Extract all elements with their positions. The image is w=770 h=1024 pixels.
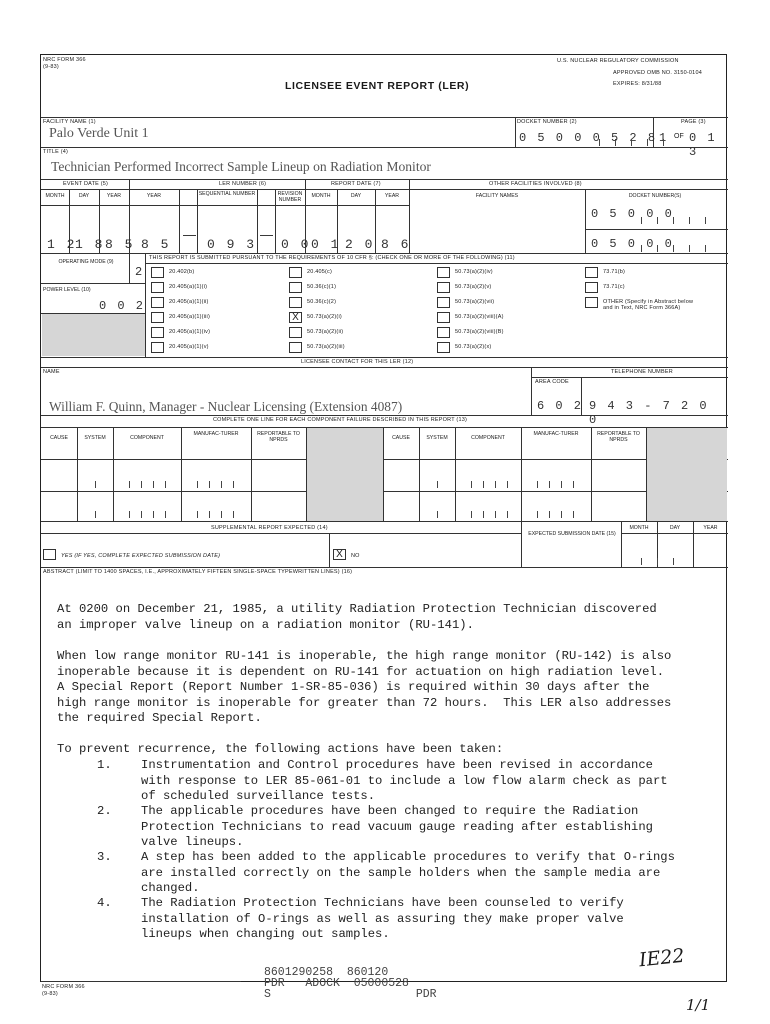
action-text-1: Instrumentation and Control procedures have been revised in accordance with response to LER 85-061-01 to include a low flow alarm check as part of scheduled surveillance tests. bbox=[141, 758, 668, 803]
page-total: 0 1 3 bbox=[689, 131, 717, 159]
component-reportable-header-1: REPORTABLE TO NPRDS bbox=[257, 431, 300, 443]
event-year-value: 8 5 bbox=[105, 237, 135, 252]
page-number: 1 bbox=[659, 131, 669, 145]
shaded-block bbox=[42, 314, 145, 356]
report-day-label: DAY bbox=[350, 193, 362, 199]
ler-dash-1: — bbox=[183, 227, 196, 242]
area-code-label: AREA CODE bbox=[535, 379, 569, 385]
document-stamp-3: S PDR bbox=[264, 988, 437, 1001]
ler-dash-2: — bbox=[260, 227, 273, 242]
requirement-col3-0-checkbox[interactable] bbox=[437, 267, 450, 278]
report-day-value: 2 0 bbox=[345, 237, 375, 252]
requirement-col2-4-label: 50.73(a)(2)(ii) bbox=[307, 329, 344, 335]
requirement-col3-4-label: 50.73(a)(2)(viii)(B) bbox=[455, 329, 504, 335]
agency-name: U.S. NUCLEAR REGULATORY COMMISSION bbox=[557, 58, 679, 64]
requirement-col4-2-label: OTHER (Specify in Abstract below and in Text, NRC Form 366A) bbox=[603, 299, 694, 311]
expected-year-label: YEAR bbox=[703, 525, 718, 531]
form-revision: (9-83) bbox=[43, 64, 59, 70]
requirement-col1-0-label: 20.402(b) bbox=[169, 269, 195, 275]
other-docket-2: 0 5 0 0 0 bbox=[591, 237, 674, 251]
facility-name-value: Palo Verde Unit 1 bbox=[49, 126, 149, 141]
ler-revision-value: 0 0 bbox=[281, 237, 311, 252]
handwritten-page-mark: 1/1 bbox=[686, 996, 711, 1014]
other-facilities-label: OTHER FACILITIES INVOLVED (8) bbox=[489, 181, 582, 187]
phone-value: 9 4 3 - 7 2 0 0 bbox=[589, 399, 709, 427]
requirement-col2-5-label: 50.73(a)(2)(iii) bbox=[307, 344, 345, 350]
requirement-col1-1-checkbox[interactable] bbox=[151, 282, 164, 293]
action-text-3: A step has been added to the applicable procedures to verify that O-rings are installed correctly on the sample holders when the sample media are changed. bbox=[141, 850, 675, 895]
facility-names-label: FACILITY NAMES bbox=[475, 193, 519, 199]
contact-name-value: William F. Quinn, Manager - Nuclear Licensing (Extension 4087) bbox=[49, 399, 403, 414]
requirement-col2-4-checkbox[interactable] bbox=[289, 327, 302, 338]
requirement-col2-0-checkbox[interactable] bbox=[289, 267, 302, 278]
sequential-number-label: SEQUENTIAL NUMBER bbox=[198, 191, 256, 197]
component-system-header-2: SYSTEM bbox=[426, 435, 448, 441]
supplemental-yes-label: YES (IF YES, COMPLETE EXPECTED SUBMISSION DATE) bbox=[61, 553, 221, 559]
action-number-3: 3. bbox=[97, 850, 112, 864]
abstract-label: ABSTRACT (LIMIT TO 1400 SPACES, I.E., APPROXIMATELY FIFTEEN SINGLE-SPACE TYPEWRITTEN LINES) (16) bbox=[43, 569, 353, 575]
event-month-label: MONTH bbox=[45, 193, 65, 199]
requirement-col2-3-label: 50.73(a)(2)(i) bbox=[307, 314, 342, 320]
event-day-value: 1 8 bbox=[75, 237, 105, 252]
requirement-col3-5-checkbox[interactable] bbox=[437, 342, 450, 353]
licensee-contact-label: LICENSEE CONTACT FOR THIS LER (12) bbox=[301, 359, 414, 365]
requirement-col1-5-label: 20.405(a)(1)(v) bbox=[169, 344, 209, 350]
requirement-col3-0-label: 50.73(a)(2)(iv) bbox=[455, 269, 493, 275]
omb-approval: APPROVED OMB NO. 3150-0104 bbox=[613, 70, 702, 76]
ler-form bbox=[40, 54, 727, 982]
requirement-col3-4-checkbox[interactable] bbox=[437, 327, 450, 338]
handwritten-code: IE22 bbox=[637, 944, 686, 972]
action-text-2: The applicable procedures have been changed to require the Radiation Protection Technicians to read vacuum gauge reading after establishing valve lineups. bbox=[141, 804, 653, 849]
requirement-col2-2-label: 50.36(c)(2) bbox=[307, 299, 337, 305]
component-reportable-header-2: REPORTABLE TO NPRDS bbox=[597, 431, 640, 443]
other-docket-1: 0 5 0 0 0 bbox=[591, 207, 674, 221]
event-month-value: 1 2 bbox=[47, 237, 77, 252]
report-month-label: MONTH bbox=[311, 193, 331, 199]
event-year-label: YEAR bbox=[106, 193, 122, 199]
docket-number-value: 0 5 0 0 0 5 2 8 bbox=[519, 131, 658, 145]
component-manufacturer-header-1: MANUFAC-TURER bbox=[193, 431, 239, 437]
action-number-2: 2. bbox=[97, 804, 112, 818]
document-stamp-2: PDR ADOCK 05000528 bbox=[264, 977, 409, 990]
requirement-col3-3-checkbox[interactable] bbox=[437, 312, 450, 323]
component-manufacturer-header-2: MANUFAC-TURER bbox=[533, 431, 579, 437]
report-year-label: YEAR bbox=[384, 193, 400, 199]
requirement-col1-4-label: 20.405(a)(1)(iv) bbox=[169, 329, 211, 335]
abstract-paragraph-3: To prevent recurrence, the following actions have been taken: bbox=[57, 742, 504, 756]
requirement-col1-2-checkbox[interactable] bbox=[151, 297, 164, 308]
area-code-value: 6 0 2 bbox=[537, 399, 584, 413]
requirement-col2-1-label: 50.36(c)(1) bbox=[307, 284, 337, 290]
component-cause-header-1: CAUSE bbox=[50, 435, 68, 441]
expected-day-label: DAY bbox=[669, 525, 681, 531]
requirement-col1-4-checkbox[interactable] bbox=[151, 327, 164, 338]
requirement-col1-0-checkbox[interactable] bbox=[151, 267, 164, 278]
revision-number-label: REVISION NUMBER bbox=[277, 191, 303, 203]
requirement-col2-1-checkbox[interactable] bbox=[289, 282, 302, 293]
footer-form-revision: (9-83) bbox=[42, 991, 58, 997]
report-date-label: REPORT DATE (7) bbox=[331, 181, 381, 187]
title-label: TITLE (4) bbox=[43, 149, 69, 155]
requirement-col2-3-checkbox[interactable]: X bbox=[289, 312, 302, 323]
report-month-value: 0 1 bbox=[311, 237, 341, 252]
abstract-paragraph-2: When low range monitor RU-141 is inoperable, the high range monitor (RU-142) is also inoperable because it is dependent on RU-141 for actuation on high radiation level. A Special Report (Report Number 1-SR-85-036) is required within 30 days after the high range monitor is inoperable for greater than 72 hours. This LER also addresses the required Special Report. bbox=[57, 649, 672, 725]
requirement-col1-1-label: 20.405(a)(1)(i) bbox=[169, 284, 208, 290]
footer-form-id: NRC FORM 366 bbox=[42, 984, 85, 990]
supplemental-label: SUPPLEMENTAL REPORT EXPECTED (14) bbox=[211, 525, 328, 531]
report-title: Technician Performed Incorrect Sample Lineup on Radiation Monitor bbox=[51, 159, 431, 174]
form-id: NRC FORM 366 bbox=[43, 57, 86, 63]
ler-sequence-value: 0 9 3 bbox=[207, 237, 257, 252]
requirement-col1-5-checkbox[interactable] bbox=[151, 342, 164, 353]
docket-number-label: DOCKET NUMBER (2) bbox=[517, 119, 577, 125]
event-day-label: DAY bbox=[78, 193, 90, 199]
requirement-col2-0-label: 20.405(c) bbox=[307, 269, 333, 275]
expiration-date: EXPIRES: 8/31/88 bbox=[613, 81, 662, 87]
requirement-col2-2-checkbox[interactable] bbox=[289, 297, 302, 308]
component-component-header-1: COMPONENT bbox=[130, 435, 164, 441]
action-number-4: 4. bbox=[97, 896, 112, 910]
report-year-value: 8 6 bbox=[381, 237, 411, 252]
shaded-cell bbox=[307, 428, 383, 521]
requirement-col1-2-label: 20.405(a)(1)(ii) bbox=[169, 299, 209, 305]
action-number-1: 1. bbox=[97, 758, 112, 772]
abstract-paragraph-1: At 0200 on December 21, 1985, a utility Radiation Protection Technician discovered an improper valve lineup on a radiation monitor (RU-141). bbox=[57, 602, 657, 632]
requirement-col4-1-label: 73.71(c) bbox=[603, 284, 625, 290]
requirement-col3-5-label: 50.73(a)(2)(x) bbox=[455, 344, 492, 350]
expected-month-label: MONTH bbox=[629, 525, 649, 531]
component-component-header-2: COMPONENT bbox=[471, 435, 505, 441]
supplemental-no-label: NO bbox=[351, 553, 360, 559]
requirement-col1-3-checkbox[interactable] bbox=[151, 312, 164, 323]
action-text-4: The Radiation Protection Technicians have been counseled to verify installation of O-rings as well as assuring they make proper valve lineups when changing out samples. bbox=[141, 896, 624, 941]
requirement-col3-2-label: 50.73(a)(2)(vii) bbox=[455, 299, 495, 305]
component-failure-label: COMPLETE ONE LINE FOR EACH COMPONENT FAILURE DESCRIBED IN THIS REPORT (13) bbox=[213, 417, 467, 423]
operating-mode-label: OPERATING MODE (9) bbox=[58, 259, 114, 265]
ler-number-label: LER NUMBER (6) bbox=[219, 181, 267, 187]
requirement-col2-5-checkbox[interactable] bbox=[289, 342, 302, 353]
ler-year-value: 8 5 bbox=[141, 237, 171, 252]
component-system-header-1: SYSTEM bbox=[84, 435, 106, 441]
power-level-label: POWER LEVEL (10) bbox=[43, 287, 91, 293]
shaded-cell bbox=[647, 428, 727, 521]
page-of-word: OF bbox=[674, 133, 684, 140]
requirement-col1-3-label: 20.405(a)(1)(iii) bbox=[169, 314, 210, 320]
requirement-col4-0-checkbox[interactable] bbox=[585, 267, 598, 278]
power-level-value: 0 0 2 bbox=[99, 299, 146, 313]
facility-name-label: FACILITY NAME (1) bbox=[43, 119, 96, 125]
requirement-col3-1-label: 50.73(a)(2)(v) bbox=[455, 284, 492, 290]
requirement-col3-3-label: 50.73(a)(2)(viii)(A) bbox=[455, 314, 504, 320]
component-cause-header-2: CAUSE bbox=[392, 435, 410, 441]
operating-mode-value: 2 bbox=[135, 265, 145, 279]
page-label: PAGE (3) bbox=[681, 119, 706, 125]
event-date-label: EVENT DATE (5) bbox=[63, 181, 109, 187]
requirement-col3-1-checkbox[interactable] bbox=[437, 282, 450, 293]
supplemental-no-checkbox[interactable]: X bbox=[333, 549, 346, 560]
supplemental-yes-checkbox[interactable] bbox=[43, 549, 56, 560]
requirements-header: THIS REPORT IS SUBMITTED PURSUANT TO THE REQUIREMENTS OF 10 CFR §: (CHECK ONE OR MORE OF THE FOLLOWING) (11) bbox=[149, 255, 515, 261]
form-title: LICENSEE EVENT REPORT (LER) bbox=[285, 80, 470, 92]
name-label: NAME bbox=[43, 369, 60, 375]
requirement-col3-2-checkbox[interactable] bbox=[437, 297, 450, 308]
ler-year-label: YEAR bbox=[146, 193, 162, 199]
requirement-col4-2-checkbox[interactable] bbox=[585, 297, 598, 308]
requirement-col4-1-checkbox[interactable] bbox=[585, 282, 598, 293]
requirement-col4-0-label: 73.71(b) bbox=[603, 269, 626, 275]
expected-submission-label: EXPECTED SUBMISSION DATE (15) bbox=[528, 531, 616, 537]
telephone-label: TELEPHONE NUMBER bbox=[611, 369, 673, 375]
document-stamp-1: 8601290258 860120 bbox=[264, 966, 389, 979]
docket-numbers-label: DOCKET NUMBER(S) bbox=[628, 193, 682, 199]
